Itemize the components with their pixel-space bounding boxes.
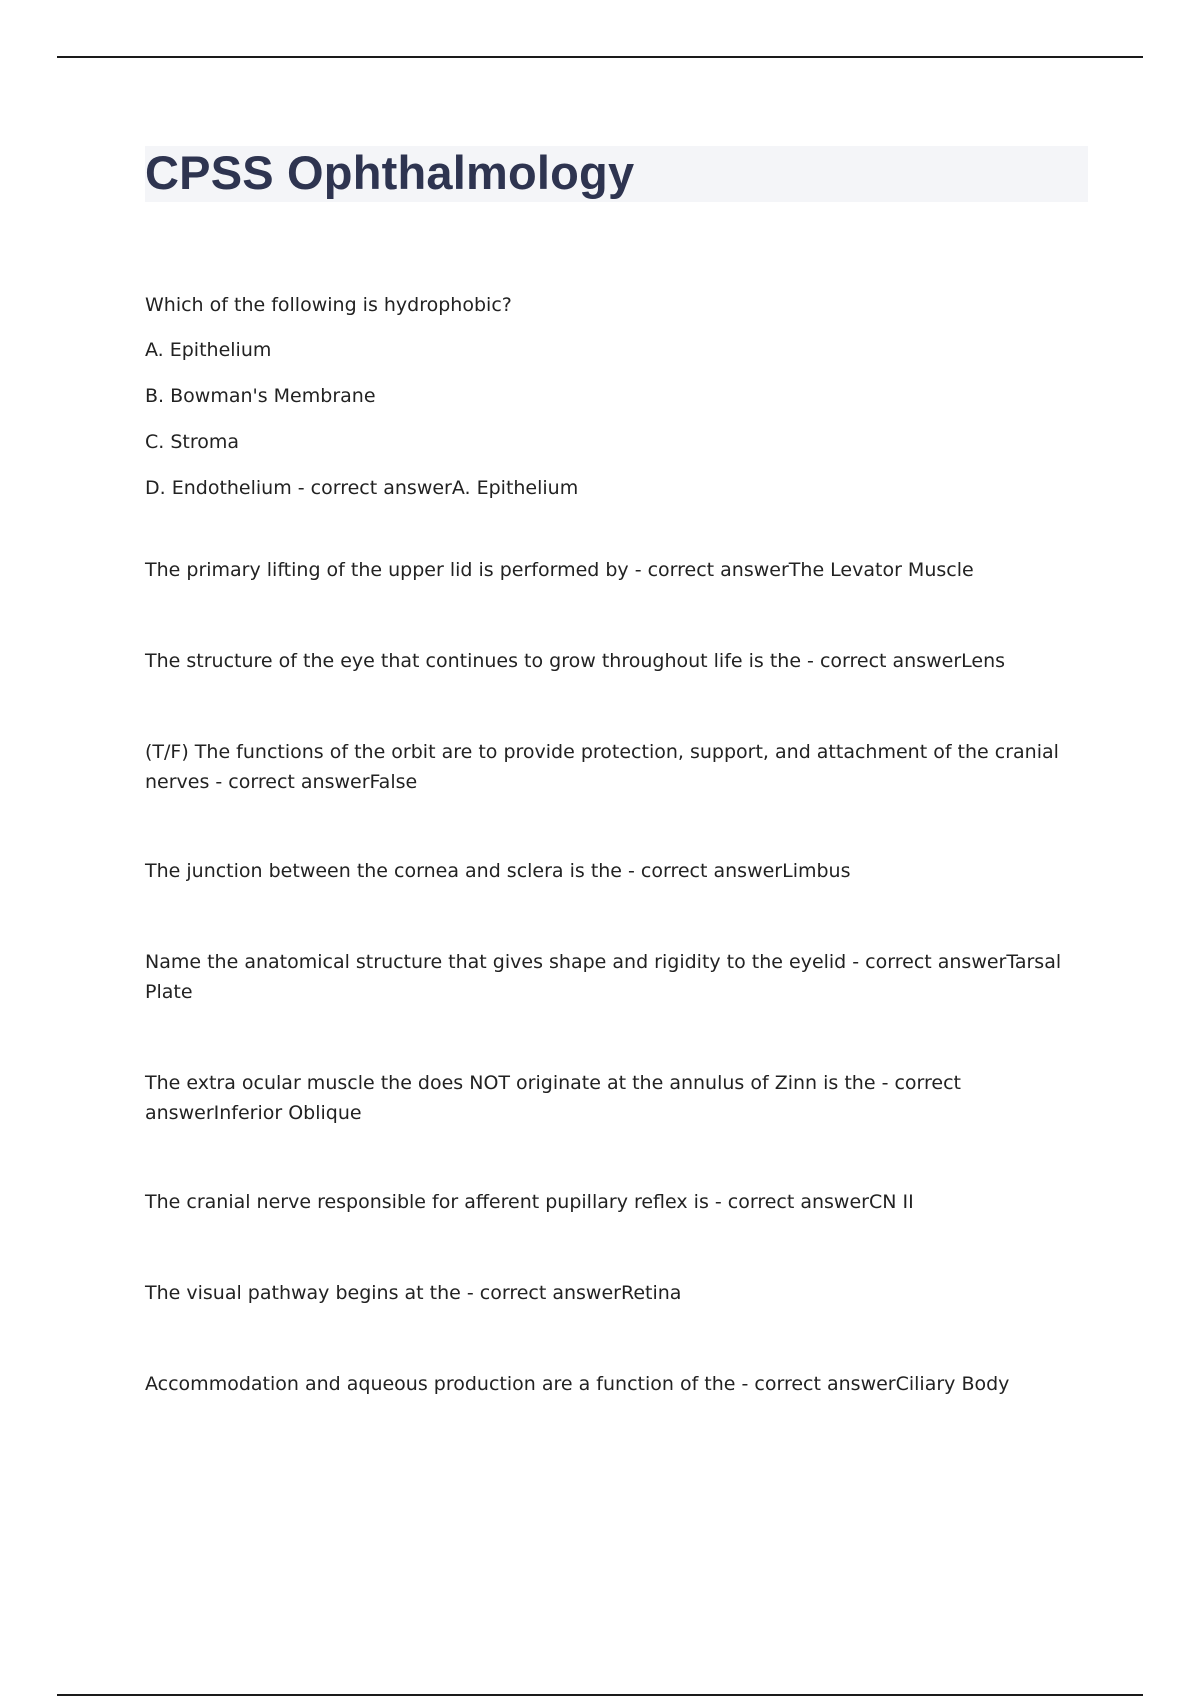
question-item: The cranial nerve responsible for afferent pupillary reflex is - correct answerCN II [145,1191,914,1213]
question-list [145,290,1085,1399]
question-item: Name the anatomical structure that gives shape and rigidity to the eyelid - correct answerTarsal Plate [145,951,1062,1003]
question-item: The visual pathway begins at the - correct answerRetina [145,1282,682,1304]
question-stem: Which of the following is hydrophobic? [145,294,512,316]
question-item: The junction between the cornea and sclera is the - correct answerLimbus [145,860,851,882]
answer-option-d: D. Endothelium - correct answerA. Epithelium [145,477,579,499]
question-item: Accommodation and aqueous production are a function of the - correct answerCiliary Body [145,1373,1010,1395]
answer-option-c: C. Stroma [145,431,240,453]
question-item: (T/F) The functions of the orbit are to provide protection, support, and attachment of the cranial nerves - correct answerFalse [145,741,1059,793]
bottom-rule [57,1694,1143,1696]
question-item: The extra ocular muscle the does NOT originate at the annulus of Zinn is the - correct answerInferior Oblique [145,1072,961,1124]
question-item: The structure of the eye that continues to grow throughout life is the - correct answerLens [145,650,1006,672]
question-item: The primary lifting of the upper lid is performed by - correct answerThe Levator Muscle [145,559,974,581]
top-rule [57,56,1143,58]
answer-option-b: B. Bowman's Membrane [145,385,376,407]
document-title: CPSS Ophthalmology [145,146,635,199]
answer-option-a: A. Epithelium [145,339,272,361]
